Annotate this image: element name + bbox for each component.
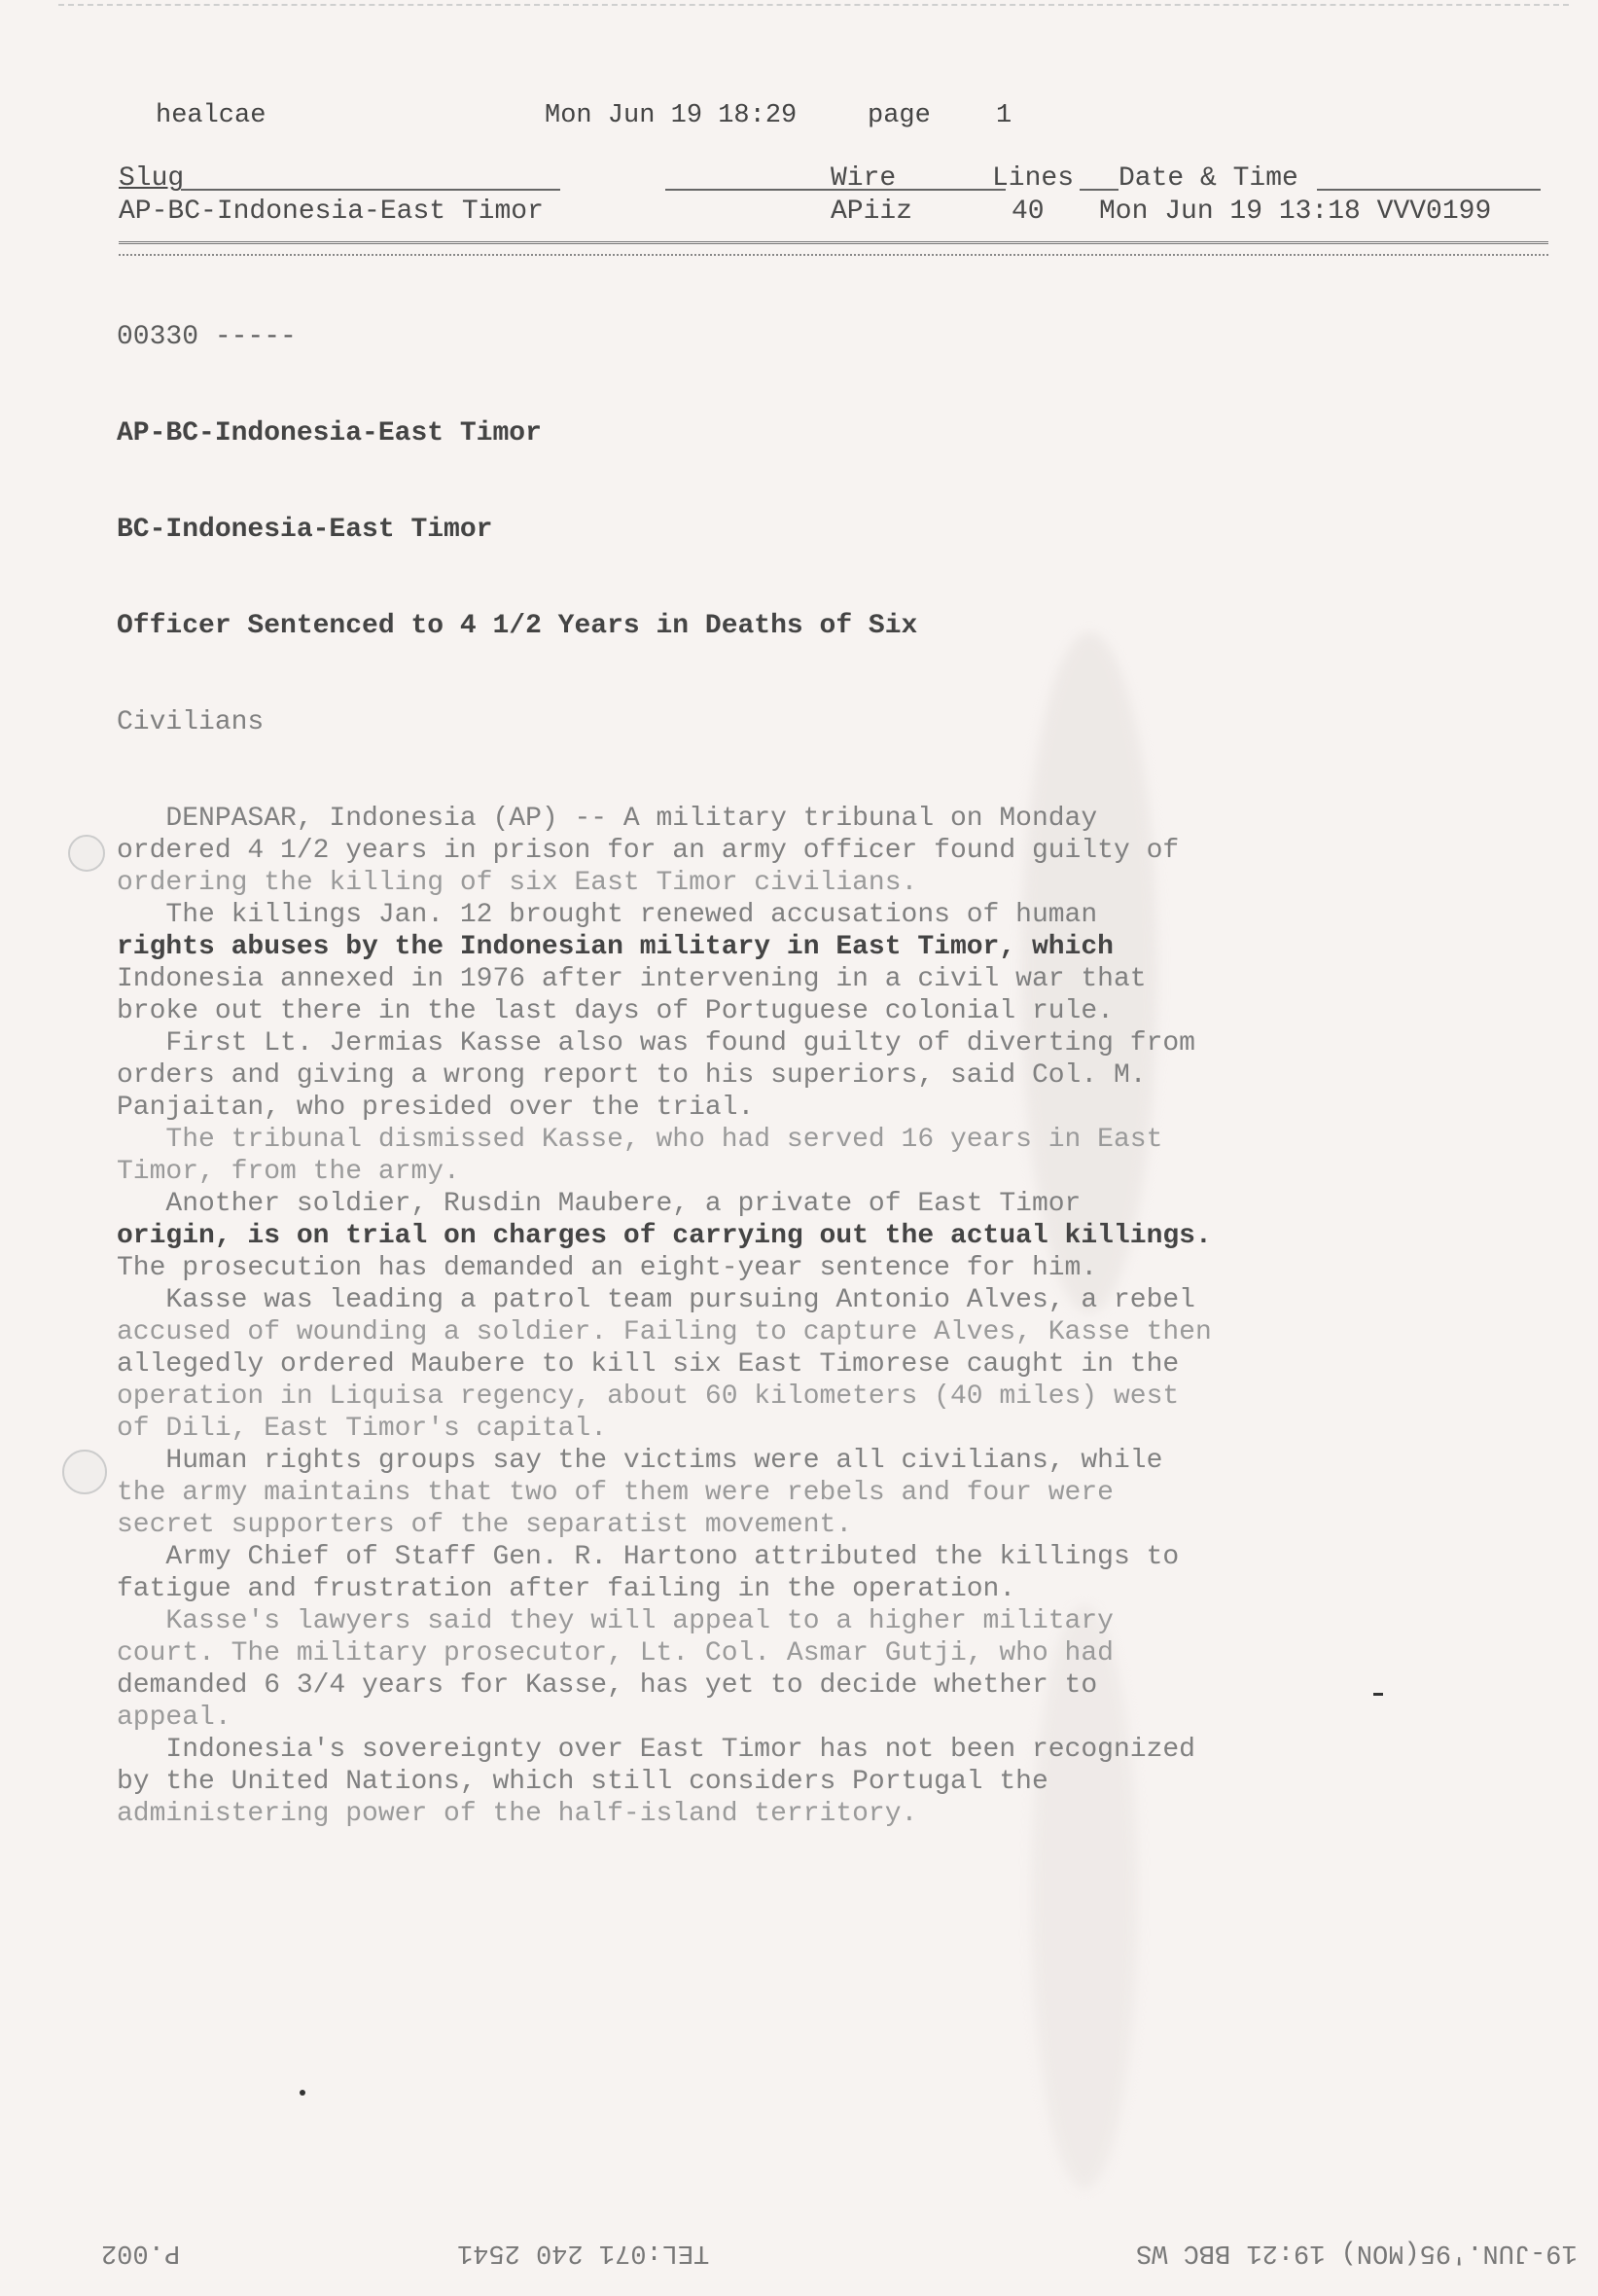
- story-line: secret supporters of the separatist movement.: [117, 1510, 853, 1540]
- story-line: Human rights groups say the victims were all civilians, while: [117, 1446, 1163, 1476]
- story-line: of Dili, East Timor's capital.: [117, 1414, 608, 1444]
- story-line: First Lt. Jermias Kasse also was found guilty of diverting from: [117, 1028, 1195, 1058]
- story-line: Indonesia's sovereignty over East Timor has not been recognized: [117, 1735, 1195, 1765]
- story-line: Another soldier, Rusdin Maubere, a private of East Timor: [117, 1189, 1082, 1219]
- header-page-label: page: [868, 101, 931, 130]
- header-page-number: 1: [996, 101, 1012, 130]
- story-line: Army Chief of Staff Gen. R. Hartono attributed the killings to: [117, 1542, 1180, 1572]
- wire-value: APiiz: [831, 197, 913, 227]
- story-line: orders and giving a wrong report to his superiors, said Col. M.: [117, 1060, 1147, 1091]
- story-id-line: 00330 -----: [117, 322, 297, 352]
- slug-underline: [665, 175, 947, 191]
- datetime-underline: [1317, 175, 1541, 191]
- slug-header-block: [119, 163, 1548, 230]
- header-datetime: Mon Jun 19 18:29: [545, 101, 798, 130]
- story-line: the army maintains that two of them were rebels and four were: [117, 1478, 1114, 1508]
- wire-label: Wire: [831, 163, 897, 194]
- story-line: origin, is on trial on charges of carrying out the actual killings.: [117, 1221, 1212, 1251]
- datetime-value: Mon Jun 19 13:18 VVV0199: [1099, 197, 1492, 227]
- story-slug: BC-Indonesia-East Timor: [117, 515, 493, 545]
- story-headline: Officer Sentenced to 4 1/2 Years in Deaths of Six: [117, 611, 918, 641]
- story-line: Indonesia annexed in 1976 after intervening in a civil war that: [117, 964, 1147, 994]
- story-line: The tribunal dismissed Kasse, who had served 16 years in East: [117, 1125, 1163, 1155]
- speck: [300, 2090, 305, 2096]
- datetime-label: Date & Time: [1119, 163, 1298, 194]
- fax-footer-right: P.002: [101, 2238, 181, 2267]
- lines-underline: [1080, 175, 1119, 191]
- slug-header-labels: [119, 163, 1548, 197]
- story-line: The killings Jan. 12 brought renewed accusations of human: [117, 900, 1098, 930]
- fax-footer-left: 19-JUN.'95(MON) 19:21 BBC WS: [1136, 2238, 1578, 2267]
- story-headline: Civilians: [117, 707, 265, 737]
- story-line: Kasse was leading a patrol team pursuing Antonio Alves, a rebel: [117, 1285, 1195, 1315]
- story-slug: AP-BC-Indonesia-East Timor: [117, 418, 542, 448]
- story-line: DENPASAR, Indonesia (AP) -- A military tribunal on Monday: [117, 804, 1098, 834]
- story-line: court. The military prosecutor, Lt. Col. Asmar Gutji, who had: [117, 1638, 1114, 1668]
- fax-footer-center: TEL:071 240 2541: [457, 2238, 710, 2267]
- story-line: ordering the killing of six East Timor civilians.: [117, 868, 918, 898]
- slug-underline: [181, 175, 560, 191]
- double-rule: [119, 241, 1548, 256]
- lines-value: 40: [1012, 197, 1045, 227]
- story-line: Timor, from the army.: [117, 1157, 460, 1187]
- story-line: fatigue and frustration after failing in the operation.: [117, 1574, 1016, 1604]
- story-lines: [117, 803, 1556, 1829]
- slug-value: AP-BC-Indonesia-East Timor: [119, 197, 544, 227]
- story-line: operation in Liquisa regency, about 60 kilometers (40 miles) west: [117, 1381, 1180, 1412]
- story-line: by the United Nations, which still considers Portugal the: [117, 1767, 1048, 1797]
- header-user: healcae: [156, 101, 266, 130]
- punch-hole: [62, 1450, 107, 1494]
- story-line: accused of wounding a soldier. Failing to capture Alves, Kasse then: [117, 1317, 1212, 1347]
- story-line: ordered 4 1/2 years in prison for an army officer found guilty of: [117, 836, 1180, 866]
- story-line: The prosecution has demanded an eight-year sentence for him.: [117, 1253, 1098, 1283]
- wire-underline: [908, 175, 1006, 191]
- top-rule: [58, 4, 1569, 6]
- lines-label: Lines: [992, 163, 1075, 194]
- story-line: Panjaitan, who presided over the trial.: [117, 1093, 755, 1123]
- story-line: demanded 6 3/4 years for Kasse, has yet to decide whether to: [117, 1670, 1098, 1701]
- story-body: [117, 257, 1556, 1829]
- punch-hole: [68, 835, 105, 872]
- story-line: allegedly ordered Maubere to kill six East Timorese caught in the: [117, 1349, 1180, 1380]
- story-line: administering power of the half-island territory.: [117, 1799, 918, 1829]
- story-line: rights abuses by the Indonesian military in East Timor, which: [117, 932, 1114, 962]
- slug-label: Slug: [119, 163, 185, 194]
- story-line: appeal.: [117, 1703, 231, 1733]
- story-line: broke out there in the last days of Portuguese colonial rule.: [117, 996, 1114, 1026]
- slug-header-values: [119, 197, 1548, 230]
- story-line: Kasse's lawyers said they will appeal to a higher military: [117, 1606, 1114, 1636]
